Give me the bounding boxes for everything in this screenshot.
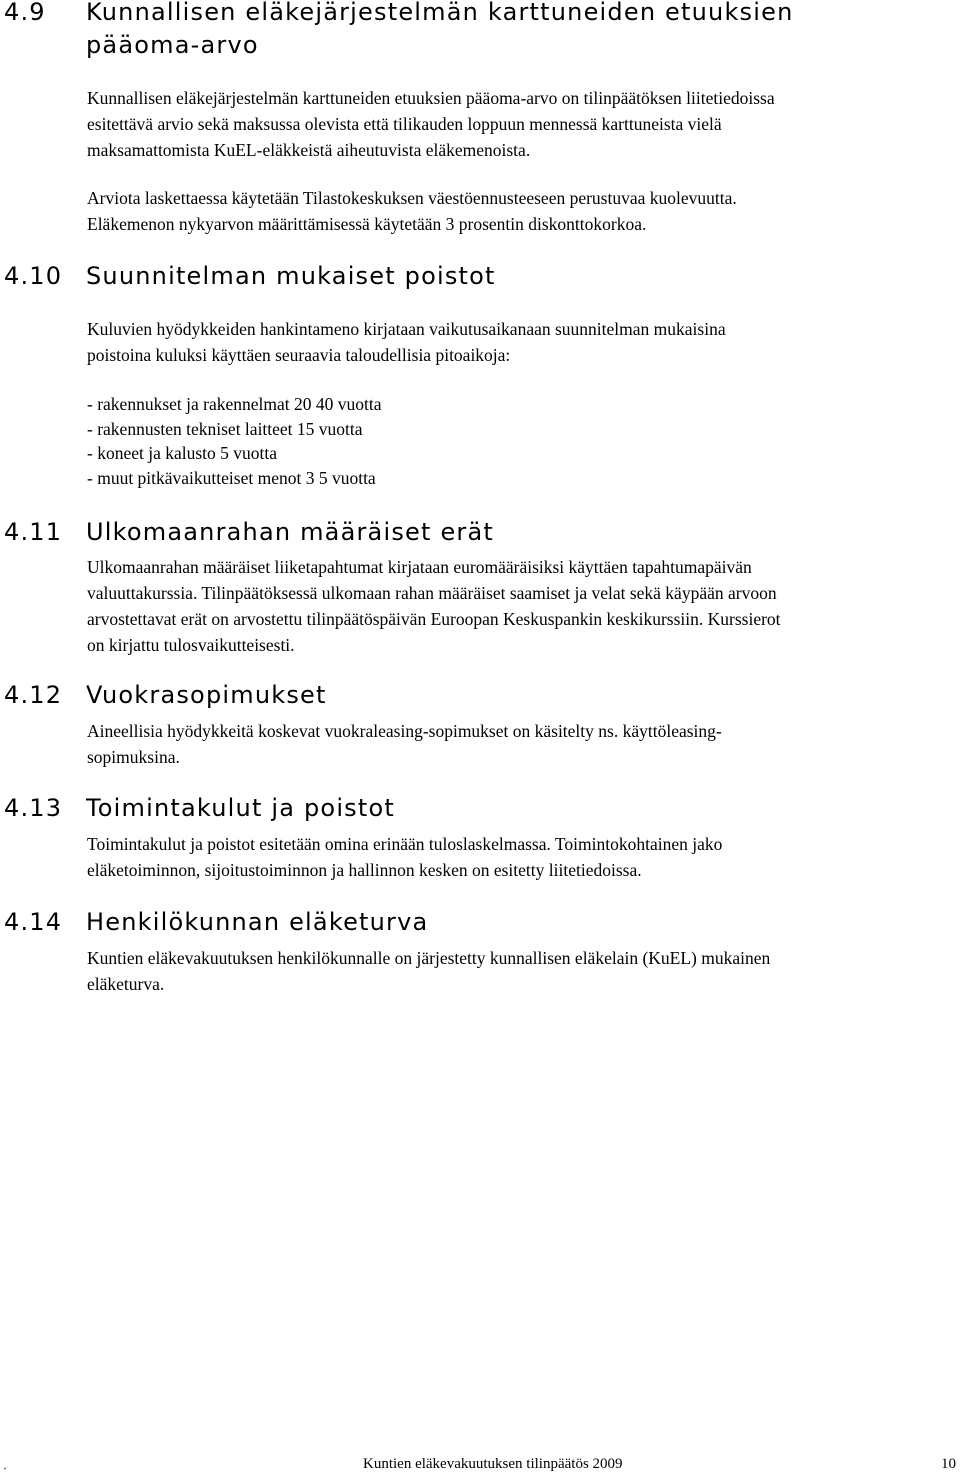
section-heading-4-9 [4,0,794,62]
section-heading-4-12 [4,679,327,712]
paragraph-operating-costs [87,831,722,883]
footer-title: Kuntien eläkevakuutuksen tilinpäätös 2009 [363,1456,623,1472]
paragraph-foreign-currency [87,554,781,658]
list-item: - rakennukset ja rakennelmat 20 40 vuotta [87,394,382,414]
section-title: Ulkomaanrahan määräiset erät [86,518,494,546]
section-number: 4.14 [4,908,63,936]
text-line: valuuttakurssia. Tilinpäätöksessä ulkomaan rahan määräiset saamiset ja velat sekä käypään arvoon [87,583,777,603]
text-line: poistoina kuluksi käyttäen seuraavia taloudellisia pitoaikoja: [87,345,511,365]
list-item: - koneet ja kalusto 5 vuotta [87,443,278,463]
text-line: eläketoiminnon, sijoitustoiminnon ja hallinnon kesken on esitetty liitetiedoissa. [87,860,642,880]
section-number: 4.13 [4,794,63,822]
paragraph-mortality-discount [87,185,737,237]
text-line: Arviota laskettaessa käytetään Tilastokeskuksen väestöennusteeseen perustuvaa kuolevuutta. [87,188,737,208]
footer-mark: ´ [3,1465,7,1479]
section-heading-4-10 [4,260,496,293]
section-number: 4.12 [4,681,63,709]
section-title: Vuokrasopimukset [86,681,327,709]
section-heading-4-14 [4,906,428,939]
text-line: Ulkomaanrahan määräiset liiketapahtumat kirjataan euromääräisiksi käyttäen tapahtumapäivän [87,557,752,577]
section-heading-4-13 [4,792,395,825]
text-line: Kuntien eläkevakuutuksen henkilökunnalle on järjestetty kunnallisen eläkelain (KuEL) mukainen [87,948,771,968]
section-number: 4.10 [4,262,63,290]
text-line: Aineellisia hyödykkeitä koskevat vuokraleasing-sopimukset on käsitelty ns. käyttöleasing- [87,721,722,741]
text-line: eläketurva. [87,974,165,994]
text-line: maksamattomista KuEL-eläkkeistä aiheutuvista eläkemenoista. [87,140,531,160]
text-line: on kirjattu tulosvaikutteisesti. [87,635,295,655]
text-line: Kuluvien hyödykkeiden hankintameno kirjataan vaikutusaikanaan suunnitelman mukaisina [87,319,726,339]
paragraph-pension-value [87,85,775,163]
section-title: Toimintakulut ja poistot [86,794,395,822]
text-line: arvostettavat erät on arvostettu tilinpäätöspäivän Euroopan Keskuspankin keskikurssiin. Kurssierot [87,609,781,629]
section-heading-4-11 [4,516,494,549]
paragraph-leases [87,718,722,770]
depreciation-list [87,392,381,490]
text-line: Eläkemenon nykyarvon määrittämisessä käytetään 3 prosentin diskonttokorkoa. [87,214,647,234]
list-item: - muut pitkävaikutteiset menot 3 5 vuotta [87,467,376,488]
list-item: - rakennusten tekniset laitteet 15 vuotta [87,418,363,439]
section-title-line-2: pääoma-arvo [86,31,259,59]
text-line: sopimuksina. [87,747,180,767]
section-title: Henkilökunnan eläketurva [86,908,429,936]
section-title: Suunnitelman mukaiset poistot [86,262,496,290]
section-number: 4.11 [4,518,63,546]
section-number: 4.9 [4,0,46,26]
text-line: Toimintakulut ja poistot esitetään omina erinään tuloslaskelmassa. Toimintokohtainen jako [87,834,723,854]
section-title-line-1: Kunnallisen eläkejärjestelmän karttuneiden etuuksien [86,0,794,26]
text-line: Kunnallisen eläkejärjestelmän karttuneiden etuuksien pääoma-arvo on tilinpäätöksen liitetiedoissa [87,88,775,108]
text-line: esitettävä arvio sekä maksussa olevista että tilikauden loppuun mennessä karttuneista vielä [87,114,722,134]
paragraph-depreciation [87,316,726,368]
paragraph-staff-pension [87,945,770,997]
page-number: 10 [941,1456,956,1472]
